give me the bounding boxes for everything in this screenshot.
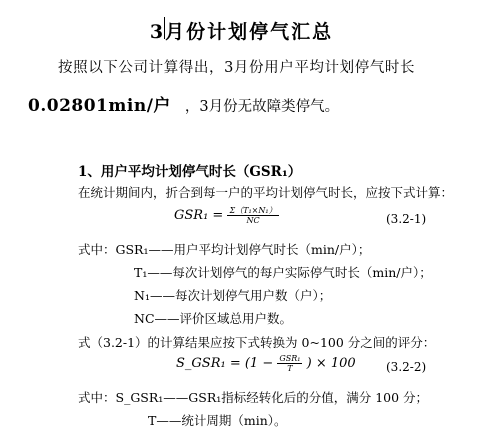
formula-2-rhs: ) × 100 [306,356,356,372]
result-suffix: ，3月份无故障类停气。 [184,99,340,115]
formula-2-number: (3.2-2) [386,360,427,374]
formula-1-numerator: Σ（T₁×N₁） [229,206,277,215]
where-line-period: T——统计周期（min）。 [148,413,287,428]
formula-1 [174,206,279,225]
formula-1-fraction [227,206,278,225]
document-title: 3月份计划停气汇总 [149,21,334,43]
section-heading: 1、用户平均计划停气时长（GSR₁） [78,164,302,180]
formula-2-denominator: T [287,364,293,374]
formula-2 [176,354,356,373]
average-outage-value: 0.02801min/户 [28,96,171,116]
formula-1-denominator: NC [246,216,260,226]
formula-2-lhs: S_GSR₁ = (1 − [176,356,274,372]
formula-1-number: (3.2-1) [386,212,427,226]
where-line-t1: T₁——每次计划停气的每户实际停气时长（min/户）； [134,265,432,280]
result-line [28,91,339,116]
conversion-paragraph: 式（3.2-1）的计算结果应按下式转换为 0~100 分之间的评分： [78,335,436,350]
where-line-gsr: 式中：GSR₁——用户平均计划停气时长（min/户）； [78,242,371,257]
where-line-score: 式中：S_GSR₁——GSR₁指标经转化后的分值，满分 100 分； [78,390,429,405]
formula-2-numerator: GSR₁ [279,354,301,363]
where-line-n1: N₁——每次计划停气用户数（户）； [134,288,332,303]
definition-paragraph: 在统计期间内，折合到每一户的平均计划停气时长，应按下式计算： [78,185,454,200]
where-line-nc: NC——评价区域总用户数。 [134,311,293,326]
intro-paragraph: 按照以下公司计算得出，3月份用户平均计划停气时长 [58,60,416,76]
formula-2-fraction [277,354,302,373]
formula-1-lhs: GSR₁ = [174,208,224,224]
